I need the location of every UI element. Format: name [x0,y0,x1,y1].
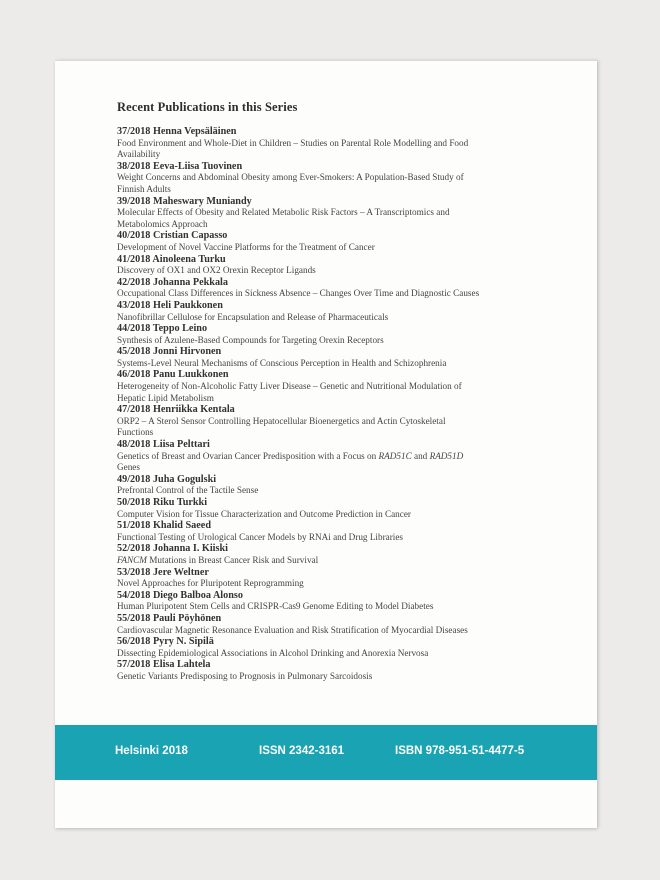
list-item [117,126,537,161]
entry-heading [117,520,537,532]
issn-label: ISSN 2342-3161 [259,745,345,757]
entry-heading [117,161,537,173]
entry-title-line: Heterogeneity of Non-Alcoholic Fatty Liver Disease – Genetic and Nutritional Modulation of [117,381,462,392]
entry-heading [117,300,537,312]
entry-author: Panu Luukkonen [152,369,229,381]
entry-author: Henna Vepsäläinen [152,126,237,137]
entry-number: 40/2018 [117,230,151,242]
list-item [117,196,537,231]
entry-heading [117,590,537,602]
entry-author: Cristian Capasso [152,230,228,242]
publication-list [117,126,537,683]
list-item [117,369,537,404]
entry-title-line: Discovery of OX1 and OX2 Orexin Receptor Ligands [117,265,316,276]
entry-number: 50/2018 [117,497,151,508]
list-item [117,636,537,659]
entry-title-line: Novel Approaches for Pluripotent Reprogramming [117,578,304,589]
entry-title-line: Availability [117,149,161,160]
entry-title-line: ORP2 – A Sterol Sensor Controlling Hepatocellular Bioenergetics and Actin Cytoskeletal [117,415,446,426]
entry-heading [117,659,537,671]
entry-author: Teppo Leino [152,323,208,335]
entry-author: Pyry N. Sipilä [152,636,214,648]
entry-heading [117,126,537,138]
entry-number: 45/2018 [117,346,151,358]
entry-heading [117,497,537,509]
entry-number: 57/2018 [117,659,151,671]
entry-title-line: Systems-Level Neural Mechanisms of Conscious Perception in Health and Schizophrenia [117,357,447,368]
entry-number: 46/2018 [117,369,151,381]
entry-author: Juha Gogulski [152,473,217,485]
entry-author: Diego Balboa Alonso [152,589,243,601]
entry-heading [117,613,537,625]
entry-author: Johanna Pekkala [152,276,228,288]
entry-number: 56/2018 [117,636,151,648]
entry-title-line: Metabolomics Approach [117,218,208,229]
entry-heading [117,404,537,416]
entry-number: 55/2018 [117,612,151,624]
entry-title-line: Occupational Class Differences in Sickness Absence – Changes Over Time and Diagnostic Causes [117,288,480,299]
entry-author: Johanna I. Kiiski [152,543,228,555]
entry-title-line: Food Environment and Whole-Diet in Children – Studies on Parental Role Modelling and Food [117,137,469,148]
entry-author: Riku Turkki [152,497,208,508]
entry-heading [117,543,537,555]
entry-title-line: Genetic Variants Predisposing to Prognosis in Pulmonary Sarcoidosis [117,670,373,681]
entry-author: Liisa Pelttari [152,439,210,451]
entry-title-line: Development of Novel Vaccine Platforms for the Treatment of Cancer [117,241,375,252]
list-item [117,254,537,277]
list-item [117,474,537,497]
entry-title-line: Genes [117,462,140,473]
entry-author: Khalid Saeed [152,520,211,532]
entry-author: Pauli Pöyhönen [152,612,222,624]
entry-author: Jere Weltner [152,566,209,578]
entry-number: 42/2018 [117,276,151,288]
list-item [117,300,537,323]
entry-author: Heli Paukkonen [152,299,223,311]
entry-heading [117,196,537,208]
entry-heading [117,474,537,486]
entry-author: Maheswary Muniandy [152,195,252,207]
entry-number: 43/2018 [117,299,151,311]
entry-author: Ainoleena Turku [152,253,226,265]
entry-number: 54/2018 [117,589,151,601]
footer-band [55,725,597,780]
list-item [117,613,537,636]
list-item [117,543,537,566]
place-year: Helsinki 2018 [115,745,188,757]
entry-heading [117,323,537,335]
entry-title-line: Genetics of Breast and Ovarian Cancer Predisposition with a Focus on RAD51C and RAD51D [117,450,464,461]
entry-title-line: Cardiovascular Magnetic Resonance Evaluation and Risk Stratification of Myocardial Diseases [117,624,468,635]
entry-number: 53/2018 [117,566,151,578]
list-item [117,520,537,543]
entry-title-line: Weight Concerns and Abdominal Obesity among Ever-Smokers: A Population-Based Study of [117,172,464,183]
list-item [117,323,537,346]
list-item [117,497,537,520]
entry-number: 49/2018 [117,473,151,485]
entry-heading [117,439,537,451]
list-item [117,567,537,590]
entry-number: 37/2018 [117,126,151,137]
entry-heading [117,369,537,381]
entry-author: Henriikka Kentala [152,404,235,416]
entry-title-line: Computer Vision for Tissue Characterization and Outcome Prediction in Cancer [117,508,411,519]
entry-title-line: Functions [117,427,154,438]
entry-number: 47/2018 [117,404,151,416]
list-item [117,161,537,196]
entry-heading [117,254,537,266]
entry-title-line: Prefrontal Control of the Tactile Sense [117,485,259,496]
entry-title-line: Synthesis of Azulene-Based Compounds for Targeting Orexin Receptors [117,334,384,345]
list-item [117,230,537,253]
entry-heading [117,230,537,242]
list-item [117,277,537,300]
entry-title-line: Hepatic Lipid Metabolism [117,392,214,403]
entry-title-line: Dissecting Epidemiological Associations in Alcohol Drinking and Anorexia Nervosa [117,647,429,658]
entry-title-line: FANCM Mutations in Breast Cancer Risk and Survival [117,554,319,565]
isbn-label: ISBN 978-951-51-4477-5 [395,745,525,757]
entry-number: 39/2018 [117,195,151,207]
entry-author: Eeva-Liisa Tuovinen [152,160,243,172]
list-item [117,439,537,474]
entry-number: 51/2018 [117,520,151,532]
entry-heading [117,277,537,289]
entry-number: 52/2018 [117,543,151,555]
entry-number: 38/2018 [117,160,151,172]
entry-number: 41/2018 [117,253,151,265]
list-item [117,590,537,613]
entry-author: Elisa Lahtela [152,659,211,671]
entry-number: 48/2018 [117,439,151,451]
entry-title-line: Nanofibrillar Cellulose for Encapsulation and Release of Pharmaceuticals [117,311,389,322]
series-heading: Recent Publications in this Series [117,100,298,114]
entry-heading [117,567,537,579]
entry-heading [117,346,537,358]
entry-number: 44/2018 [117,323,151,335]
entry-title-line: Molecular Effects of Obesity and Related Metabolic Risk Factors – A Transcriptomics and [117,207,450,218]
entry-title-line: Human Pluripotent Stem Cells and CRISPR-Cas9 Genome Editing to Model Diabetes [117,601,434,612]
entry-heading [117,636,537,648]
list-item [117,659,537,682]
entry-title-line: Finnish Adults [117,183,171,194]
book-back-cover [55,60,597,828]
list-item [117,404,537,439]
cover-edge-line [55,60,597,61]
entry-author: Jonni Hirvonen [152,346,222,358]
list-item [117,346,537,369]
entry-title-line: Functional Testing of Urological Cancer Models by RNAi and Drug Libraries [117,531,403,542]
